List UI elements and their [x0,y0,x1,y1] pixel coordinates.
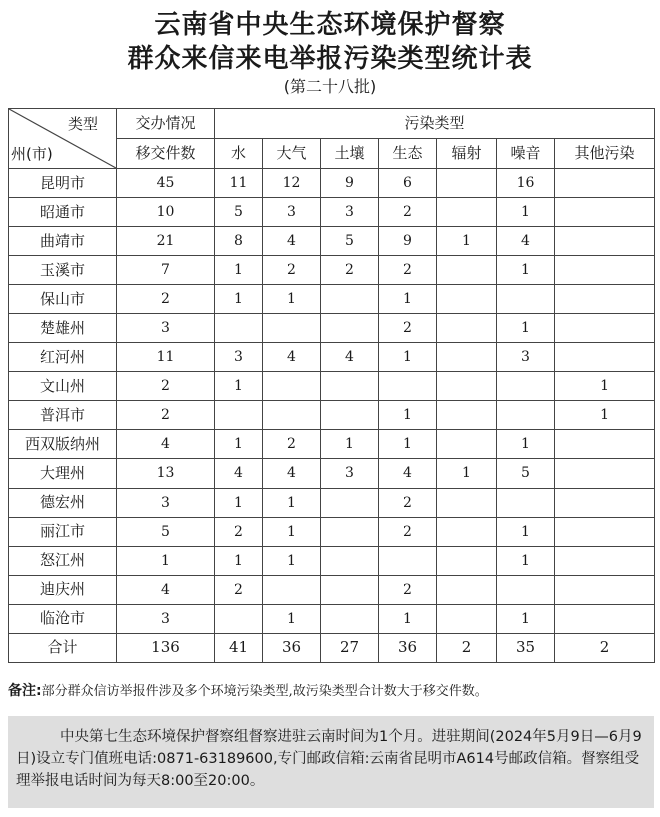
table-cell [555,169,655,198]
table-cell: 9 [321,169,379,198]
corner-header-cell [9,109,117,169]
corner-label-city: 州(市) [11,145,53,163]
total-cell: 2 [555,633,655,662]
table-cell [437,285,497,314]
table-cell [263,314,321,343]
table-cell: 1 [215,256,263,285]
table-cell: 5 [497,459,555,488]
table-cell [321,372,379,401]
table-cell [321,517,379,546]
table-cell: 45 [117,169,215,198]
table-cell [437,314,497,343]
table-cell: 2 [263,256,321,285]
table-cell: 2 [379,256,437,285]
table-cell [321,401,379,430]
info-text: 中央第七生态环境保护督察组督察进驻云南时间为1个月。进驻期间(2024年5月9日—6月9日)设立专门值班电话:0871-63189600,专门邮政信箱:云南省昆明市A614号邮政信箱。督察组受理举报电话时间为每天8:00至20:00。 [16,729,642,789]
table-cell: 1 [215,546,263,575]
table-cell: 1 [263,285,321,314]
column-header: 土壤 [321,139,379,169]
table-cell: 4 [263,343,321,372]
city-name: 文山州 [9,372,117,401]
table-cell [437,343,497,372]
table-cell: 1 [437,227,497,256]
table-cell: 4 [117,575,215,604]
total-label: 合计 [9,633,117,662]
table-cell: 1 [497,314,555,343]
table-cell: 16 [497,169,555,198]
total-row [9,633,655,662]
table-cell: 4 [379,459,437,488]
table-cell: 12 [263,169,321,198]
table-cell [321,604,379,633]
table-cell [321,546,379,575]
table-row [9,285,655,314]
table-cell: 1 [497,517,555,546]
group-header-pollution: 污染类型 [215,109,655,139]
table-cell [497,401,555,430]
table-row [9,227,655,256]
total-cell: 36 [263,633,321,662]
table-cell [437,488,497,517]
table-cell: 1 [437,459,497,488]
table-cell: 2 [117,285,215,314]
table-row [9,459,655,488]
table-cell: 1 [497,256,555,285]
table-cell: 1 [215,285,263,314]
table-cell [555,488,655,517]
city-name: 保山市 [9,285,117,314]
table-cell: 3 [497,343,555,372]
city-name: 曲靖市 [9,227,117,256]
table-cell: 3 [321,198,379,227]
table-cell: 1 [117,546,215,575]
table-row [9,372,655,401]
table-cell [437,546,497,575]
table-cell [555,256,655,285]
table-cell: 1 [379,285,437,314]
table-cell: 4 [215,459,263,488]
table-cell: 2 [379,488,437,517]
table-cell: 4 [263,459,321,488]
city-name: 大理州 [9,459,117,488]
title-line-1: 云南省中央生态环境保护督察 [154,10,506,40]
corner-label-type: 类型 [67,115,98,133]
table-cell [555,604,655,633]
table-cell [379,546,437,575]
table-cell [555,459,655,488]
table-cell: 2 [117,401,215,430]
table-cell: 1 [263,546,321,575]
city-name: 迪庆州 [9,575,117,604]
table-cell: 1 [321,430,379,459]
table-cell: 11 [215,169,263,198]
table-cell: 6 [379,169,437,198]
table-cell: 3 [215,343,263,372]
table-cell: 2 [379,517,437,546]
batch-label: (第二十八批) [283,77,377,96]
table-cell: 2 [379,314,437,343]
table-cell: 2 [215,517,263,546]
city-name: 普洱市 [9,401,117,430]
table-cell: 1 [215,430,263,459]
table-cell [497,575,555,604]
table-cell: 1 [263,488,321,517]
table-cell [215,401,263,430]
column-header: 移交件数 [117,139,215,169]
table-cell [263,401,321,430]
table-cell [555,575,655,604]
table-cell [555,285,655,314]
city-name: 临沧市 [9,604,117,633]
table-cell: 3 [117,314,215,343]
table-row [9,314,655,343]
info-box [8,716,654,808]
table-cell [437,575,497,604]
table-cell [263,575,321,604]
table-cell [437,169,497,198]
remark-key: 备注: [8,683,42,699]
table-row [9,488,655,517]
total-cell: 136 [117,633,215,662]
table-cell: 3 [117,488,215,517]
table-cell [555,430,655,459]
column-header: 其他污染 [555,139,655,169]
total-cell: 41 [215,633,263,662]
table-cell: 1 [263,604,321,633]
table-cell: 1 [215,372,263,401]
statistics-table [8,108,655,663]
table-cell: 2 [117,372,215,401]
table-cell: 4 [117,430,215,459]
remark-text: 部分群众信访举报件涉及多个环境污染类型,故污染类型合计数大于移交件数。 [41,684,488,699]
city-name: 西双版纳州 [9,430,117,459]
table-cell [555,198,655,227]
table-row [9,256,655,285]
table-cell [497,488,555,517]
city-name: 楚雄州 [9,314,117,343]
table-row [9,604,655,633]
column-header: 生态 [379,139,437,169]
table-cell: 1 [497,430,555,459]
total-cell: 2 [437,633,497,662]
column-header: 大气 [263,139,321,169]
table-cell [555,343,655,372]
table-cell [321,488,379,517]
table-row [9,401,655,430]
table-cell: 1 [215,488,263,517]
table-cell: 1 [379,604,437,633]
column-header: 水 [215,139,263,169]
table-cell [321,285,379,314]
table-row [9,546,655,575]
table-cell [437,256,497,285]
table-cell: 1 [555,372,655,401]
table-cell: 10 [117,198,215,227]
table-cell [321,314,379,343]
table-cell [497,372,555,401]
table-cell: 5 [117,517,215,546]
table-cell: 8 [215,227,263,256]
city-name: 玉溪市 [9,256,117,285]
table-cell: 1 [379,430,437,459]
table-cell: 4 [321,343,379,372]
table-cell [555,517,655,546]
table-cell [215,604,263,633]
table-row [9,517,655,546]
city-name: 昭通市 [9,198,117,227]
table-row [9,575,655,604]
table-cell: 5 [215,198,263,227]
table-cell [555,314,655,343]
table-cell: 21 [117,227,215,256]
table-cell: 3 [117,604,215,633]
table-cell [555,546,655,575]
city-name: 丽江市 [9,517,117,546]
table-cell: 5 [321,227,379,256]
total-cell: 27 [321,633,379,662]
table-row [9,198,655,227]
city-name: 德宏州 [9,488,117,517]
table-cell [263,372,321,401]
table-cell: 2 [263,430,321,459]
table-cell: 1 [379,401,437,430]
total-cell: 36 [379,633,437,662]
table-cell: 1 [379,343,437,372]
table-cell: 4 [497,227,555,256]
table-cell [437,430,497,459]
table-cell [215,314,263,343]
table-cell: 2 [321,256,379,285]
total-cell: 35 [497,633,555,662]
table-row [9,169,655,198]
table-cell: 7 [117,256,215,285]
table-cell: 2 [215,575,263,604]
table-cell: 1 [497,604,555,633]
table-cell: 3 [263,198,321,227]
city-name: 怒江州 [9,546,117,575]
table-cell [437,517,497,546]
city-name: 昆明市 [9,169,117,198]
remark [8,680,658,700]
table-cell [437,604,497,633]
table-cell [437,198,497,227]
table-cell [497,285,555,314]
table-cell: 1 [263,517,321,546]
table-cell: 1 [497,198,555,227]
table-cell: 1 [497,546,555,575]
table-row [9,343,655,372]
table-cell: 9 [379,227,437,256]
table-cell: 4 [263,227,321,256]
column-header: 噪音 [497,139,555,169]
city-name: 红河州 [9,343,117,372]
column-header: 辐射 [437,139,497,169]
table-cell: 13 [117,459,215,488]
table-cell [437,372,497,401]
table-cell: 1 [555,401,655,430]
table-cell: 2 [379,198,437,227]
table-cell [555,227,655,256]
table-cell: 3 [321,459,379,488]
table-cell: 11 [117,343,215,372]
table-row [9,430,655,459]
table-cell: 2 [379,575,437,604]
title-line-2: 群众来信来电举报污染类型统计表 [127,44,533,74]
table-cell [379,372,437,401]
table-cell [437,401,497,430]
table-cell [321,575,379,604]
group-header-assign: 交办情况 [117,109,215,139]
